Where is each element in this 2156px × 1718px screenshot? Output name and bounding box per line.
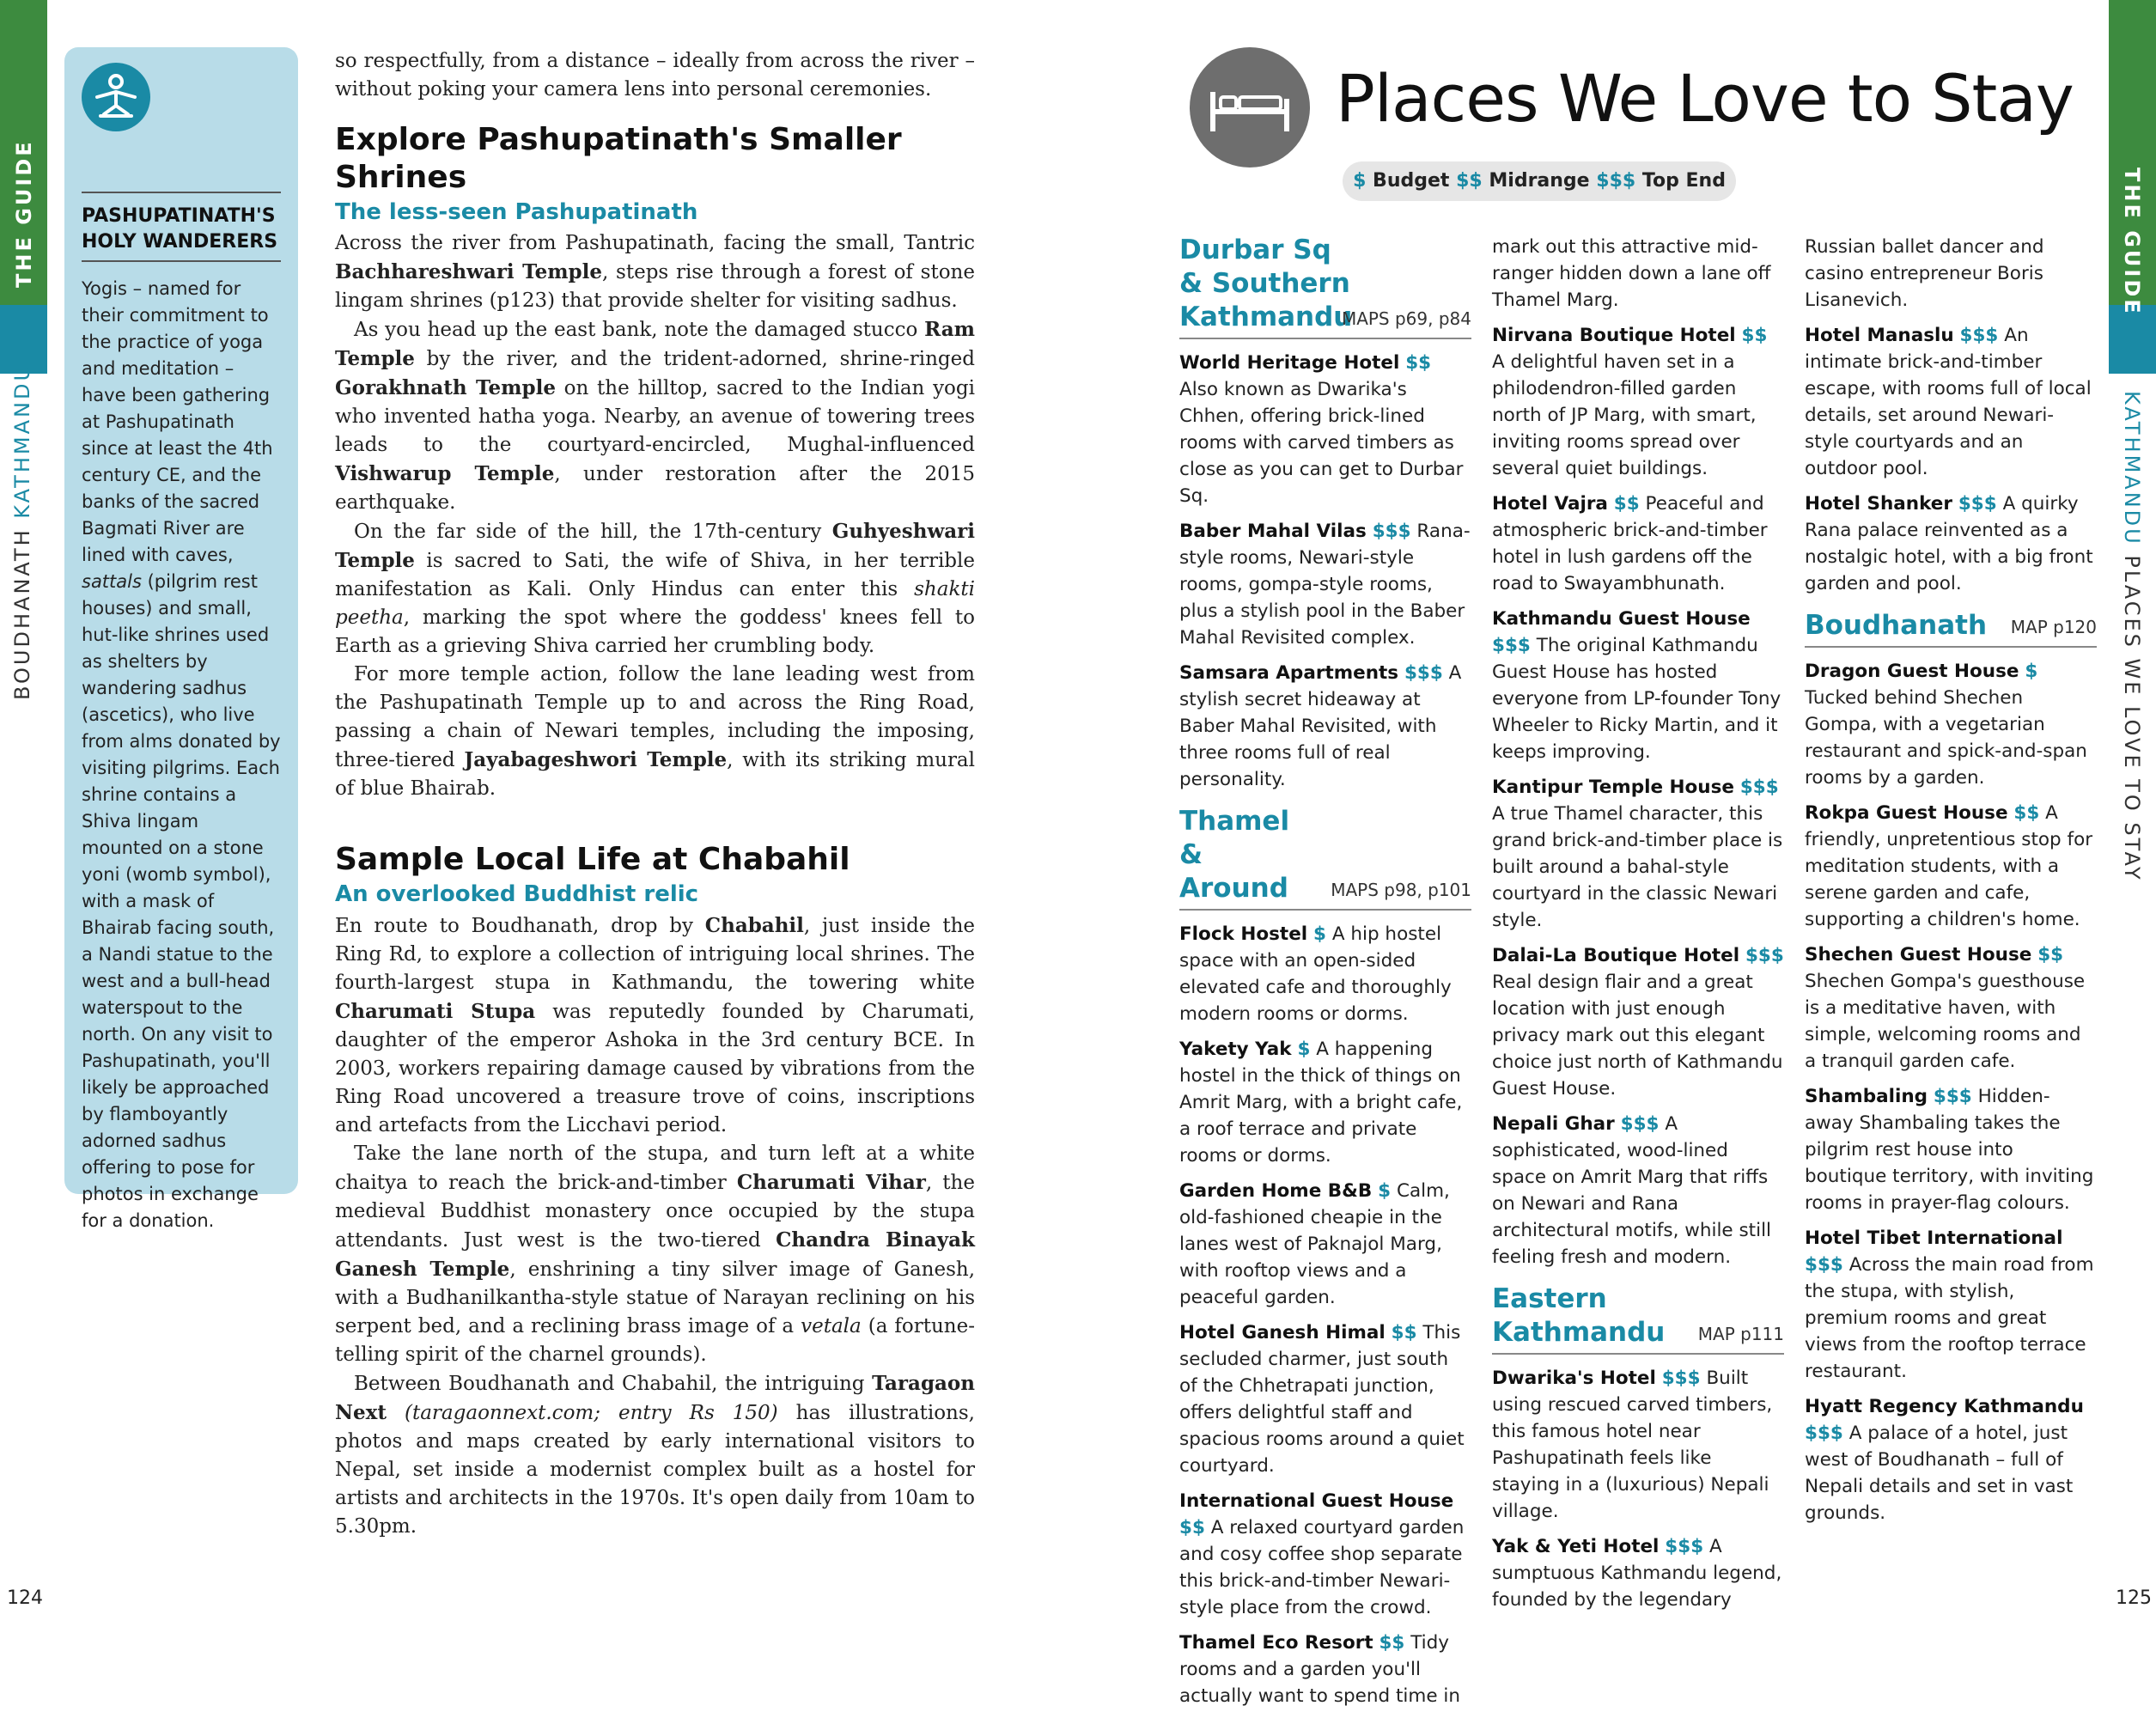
listing-entry: Kathmandu Guest House $$$ The original Kathmandu Guest House has hosted everyone from LP-founder Tony Wheeler to Ricky Martin, and it keeps improving.: [1492, 608, 1781, 763]
place-name: Charumati Vihar: [736, 1171, 926, 1194]
listing-entry: Garden Home B&B $ Calm, old-fashioned cheapie in the lanes west of Paknajol Marg, with rooftop views and a peaceful garden.: [1179, 1180, 1450, 1308]
place-name: Bachhareshwari Temple: [335, 260, 602, 283]
listings-column-2: [1492, 234, 1784, 1622]
area-section-header: Durbar Sq & Southern Kathmandu MAPS p69, p84: [1179, 234, 1471, 339]
paragraph: For more temple action, follow the lane leading west from the Pashupatinath Temple up to and across the Ring Road, passing a chain of Newari temples, including the imposing, three-tiered Jayabageshwori Temple, with its striking mural of blue Bhairab.: [335, 663, 976, 800]
listing-entry: International Guest House $$ A relaxed courtyard garden and cosy coffee shop separate this brick-and-timber Newari-style place from the crowd.: [1179, 1490, 1465, 1618]
area-section-header: Eastern Kathmandu MAP p111: [1492, 1282, 1784, 1355]
listing-continuation: Russian ballet dancer and casino entrepreneur Boris Lisanevich.: [1805, 236, 2044, 311]
listing-entry: Shambaling $$$ Hidden-away Shambaling takes the pilgrim rest house into boutique territory, with inviting rooms in prayer-flag colours.: [1805, 1086, 2094, 1214]
section-heading: Sample Local Life at Chabahil: [335, 842, 850, 877]
place-name: Ram Temple: [335, 318, 975, 370]
place-name: Chabahil: [704, 914, 804, 937]
listing-entry: Nepali Ghar $$$ A sophisticated, wood-lined space on Amrit Marg that riffs on Newari and Rana architectural motifs, while still feeling fresh and modern.: [1492, 1113, 1772, 1268]
place-name: Taragaon Next: [335, 1372, 975, 1424]
listing-entry: Thamel Eco Resort $$ Tidy rooms and a garden you'll actually want to spend time in: [1179, 1632, 1460, 1707]
running-head-section: PLACES WE LOVE TO STAY: [2120, 555, 2144, 882]
place-name: Chandra Binayak Ganesh Temple: [335, 1228, 975, 1281]
left-tab-label: THE GUIDE: [12, 139, 36, 288]
running-head-section: BOUDHANATH: [10, 527, 34, 700]
page-number-right: 125: [2116, 1587, 2152, 1609]
place-name: Jayabageshwori Temple: [464, 748, 728, 771]
place-name: Charumati Stupa: [335, 1000, 536, 1023]
section-heading: Explore Pashupatinath's Smaller Shrines: [335, 122, 902, 195]
paragraph: As you head up the east bank, note the damaged stucco Ram Temple by the river, and the trident-adorned, shrine-ringed Gorakhnath Temple on the hilltop, sacred to the Indian yogi who invented hatha yoga. Nearby, an avenue of towering trees leads to the courtyard-encircled, Mughal-influenced Vishwarup Temple, under restoration after the 2015 earthquake.: [335, 318, 975, 514]
listing-entry: World Heritage Hotel $$ Also known as Dwarika's Chhen, offering brick-lined rooms with carved timbers as close as you can get to Durbar Sq.: [1179, 352, 1464, 507]
paragraph: Take the lane north of the stupa, and turn left at a white chaitya to reach the brick-and-timber Charumati Vihar, the medieval Buddhist monastery once occupied by the stupa attendants. Just west is the two-tiered Chandra Binayak Ganesh Temple, enshrining a tiny silver image of Ganesh, with a Budhanilkantha-style statue of Narayan reclining on his serpent bed, and a reclining brass image of a vetala (a fortune-telling spirit of the charnel grounds).: [335, 1142, 976, 1366]
listing-entry: Hotel Shanker $$$ A quirky Rana palace reinvented as a nostalgic hotel, with a big front garden and pool.: [1805, 493, 2093, 594]
listing-entry: Dragon Guest House $ Tucked behind Shechen Gompa, with a vegetarian restaurant and spick-and-span rooms by a garden.: [1805, 661, 2087, 789]
listing-entry: Flock Hostel $ A hip hostel space with an open-sided elevated cafe and thoroughly modern rooms or dorms.: [1179, 923, 1452, 1025]
right-tab-label: THE GUIDE: [2120, 168, 2144, 316]
running-head-chapter: KATHMANDU: [2120, 391, 2144, 546]
sidebar-body: [82, 276, 281, 1234]
listing-entry: Shechen Guest House $$ Shechen Gompa's guesthouse is a meditative haven, with simple, welcoming rooms and a tranquil garden cafe.: [1805, 944, 2086, 1072]
bed-icon: [1190, 47, 1310, 168]
listing-entry: Kantipur Temple House $$$ A true Thamel character, this grand brick-and-timber place is built around a bahal-style courtyard in the classic Newari style.: [1492, 777, 1783, 931]
right-side-running-head: [2120, 391, 2144, 882]
price-legend: $ Budget $$ Midrange $$$ Top End: [1343, 161, 1736, 201]
paragraph: Across the river from Pashupatinath, facing the small, Tantric Bachhareshwari Temple, steps rise through a forest of stone lingam shrines (p123) that provide shelter for visiting sadhus.: [335, 232, 975, 312]
listing-entry: Hotel Vajra $$ Peaceful and atmospheric brick-and-timber hotel in lush gardens off the road to Swayambhunath.: [1492, 493, 1768, 594]
listing-entry: Rokpa Guest House $$ A friendly, unpretentious stop for meditation students, with a serene garden and cafe, supporting a children's home.: [1805, 802, 2093, 930]
yoga-icon: [82, 63, 150, 131]
listing-entry: Yakety Yak $ A happening hostel in the thick of things on Amrit Marg, with a bright cafe, a roof terrace and private rooms or dorms.: [1179, 1039, 1463, 1167]
area-section-header: Thamel & Around MAPS p98, p101: [1179, 805, 1471, 911]
left-side-running-head: [10, 363, 34, 700]
paragraph: Between Boudhanath and Chabahil, the intriguing Taragaon Next (taragaonnext.com; entry Rs 150) has illustrations, photos and maps created by early international visitors to Nepal, set inside a modernist complex built as a hostel for artists and architects in the 1970s. It's open daily from 10am to 5.30pm.: [335, 1372, 975, 1538]
listings-column-3: [1805, 234, 2097, 1535]
paragraph: En route to Boudhanath, drop by Chabahil, just inside the Ring Rd, to explore a collection of intriguing local shrines. The fourth-largest stupa in Kathmandu, the towering white Charumati Stupa was reputedly founded by Charumati, daughter of the emperor Ashoka in the 3rd century BCE. In 2003, workers repairing damage caused by vibrations from the Ring Road uncovered a treasure trove of coins, inscriptions and artefacts from the Licchavi period.: [335, 914, 975, 1136]
website-info: (taragaonnext.com; entry Rs 150): [387, 1402, 778, 1424]
listing-entry: Samsara Apartments $$$ A stylish secret hideaway at Baber Mahal Revisited, with three rooms full of real personality.: [1179, 662, 1462, 790]
sidebar-text: (pilgrim rest houses) and small, hut-like shrines used as shelters by wandering sadhus (ascetics), who live from alms donated by visiting pilgrims. Each shrine contains a Shiva lingam mounted on a stone yoni (womb symbol), with a mask of Bhairab facing south, a Nandi statue to the west and a bull-head waterspout to the north. On any visit to Pashupatinath, you'll likely be approached by flamboyantly adorned sadhus offering to pose for photos in exchange for a donation.: [82, 571, 281, 1231]
place-name: Guhyeshwari Temple: [335, 520, 975, 572]
paragraph: On the far side of the hill, the 17th-century Guhyeshwari Temple is sacred to Sati, the wife of Shiva, in her terrible manifestation as Kali. Only Hindus can enter this shakti peetha, marking the spot where the goddess' knees fell to Earth as a grieving Shiva carried her crumbling body.: [335, 520, 975, 657]
page-title: Places We Love to Stay: [1336, 60, 2074, 137]
listing-entry: Baber Mahal Vilas $$$ Rana-style rooms, Newari-style rooms, gompa-style rooms, plus a stylish pool in the Baber Mahal Revisited complex.: [1179, 521, 1471, 649]
listings-column-1: [1179, 234, 1471, 1718]
listing-entry: Hotel Tibet International $$$ Across the main road from the stupa, with stylish, premium rooms and great views from the rooftop terrace restaurant.: [1805, 1228, 2094, 1382]
section-subheading: An overlooked Buddhist relic: [335, 881, 699, 907]
listing-entry: Yak & Yeti Hotel $$$ A sumptuous Kathmandu legend, founded by the legendary: [1492, 1536, 1782, 1611]
listing-entry: Dalai-La Boutique Hotel $$$ Real design flair and a great location with just enough privacy mark out this elegant choice just north of Kathmandu Guest House.: [1492, 945, 1784, 1100]
sidebar-title: PASHUPATINATH'S HOLY WANDERERS: [82, 192, 281, 262]
sidebar-italic-term: sattals: [82, 571, 142, 592]
listing-entry: Nirvana Boutique Hotel $$ A delightful haven set in a philodendron-filled garden north of JP Marg, with smart, inviting rooms spread over several quiet buildings.: [1492, 325, 1768, 479]
page-number-left: 124: [7, 1587, 43, 1609]
sidebar-box: [64, 47, 298, 1231]
listing-continuation: mark out this attractive mid-ranger hidden down a lane off Thamel Marg.: [1492, 236, 1771, 311]
article: [335, 47, 975, 1541]
running-head-chapter: KATHMANDU: [10, 362, 34, 519]
listing-entry: Hyatt Regency Kathmandu $$$ A palace of a hotel, just west of Boudhanath – full of Nepali details and set in vast grounds.: [1805, 1396, 2084, 1524]
area-section-header: Boudhanath MAP p120: [1805, 609, 2097, 648]
section-subheading: The less-seen Pashupatinath: [335, 199, 698, 225]
place-name: Vishwarup Temple: [335, 462, 555, 485]
article-intro: so respectfully, from a distance – ideally from across the river – without poking your camera lens into personal ceremonies.: [335, 50, 975, 101]
listing-entry: Hotel Manaslu $$$ An intimate brick-and-timber escape, with rooms full of local details, set around Newari-style courtyards and an outdoor pool.: [1805, 325, 2092, 479]
place-name: Gorakhnath Temple: [335, 376, 556, 399]
listing-entry: Dwarika's Hotel $$$ Built using rescued carved timbers, this famous hotel near Pashupatinath feels like staying in a (luxurious) Nepali village.: [1492, 1368, 1773, 1522]
listing-entry: Hotel Ganesh Himal $$ This secluded charmer, just south of the Chhetrapati junction, offers delightful staff and spacious rooms around a quiet courtyard.: [1179, 1322, 1465, 1477]
sidebar-text: Yogis – named for their commitment to the practice of yoga and meditation – have been gathering at Pashupatinath since at least the 4th century CE, and the banks of the sacred Bagmati River are lined with caves,: [82, 278, 273, 565]
